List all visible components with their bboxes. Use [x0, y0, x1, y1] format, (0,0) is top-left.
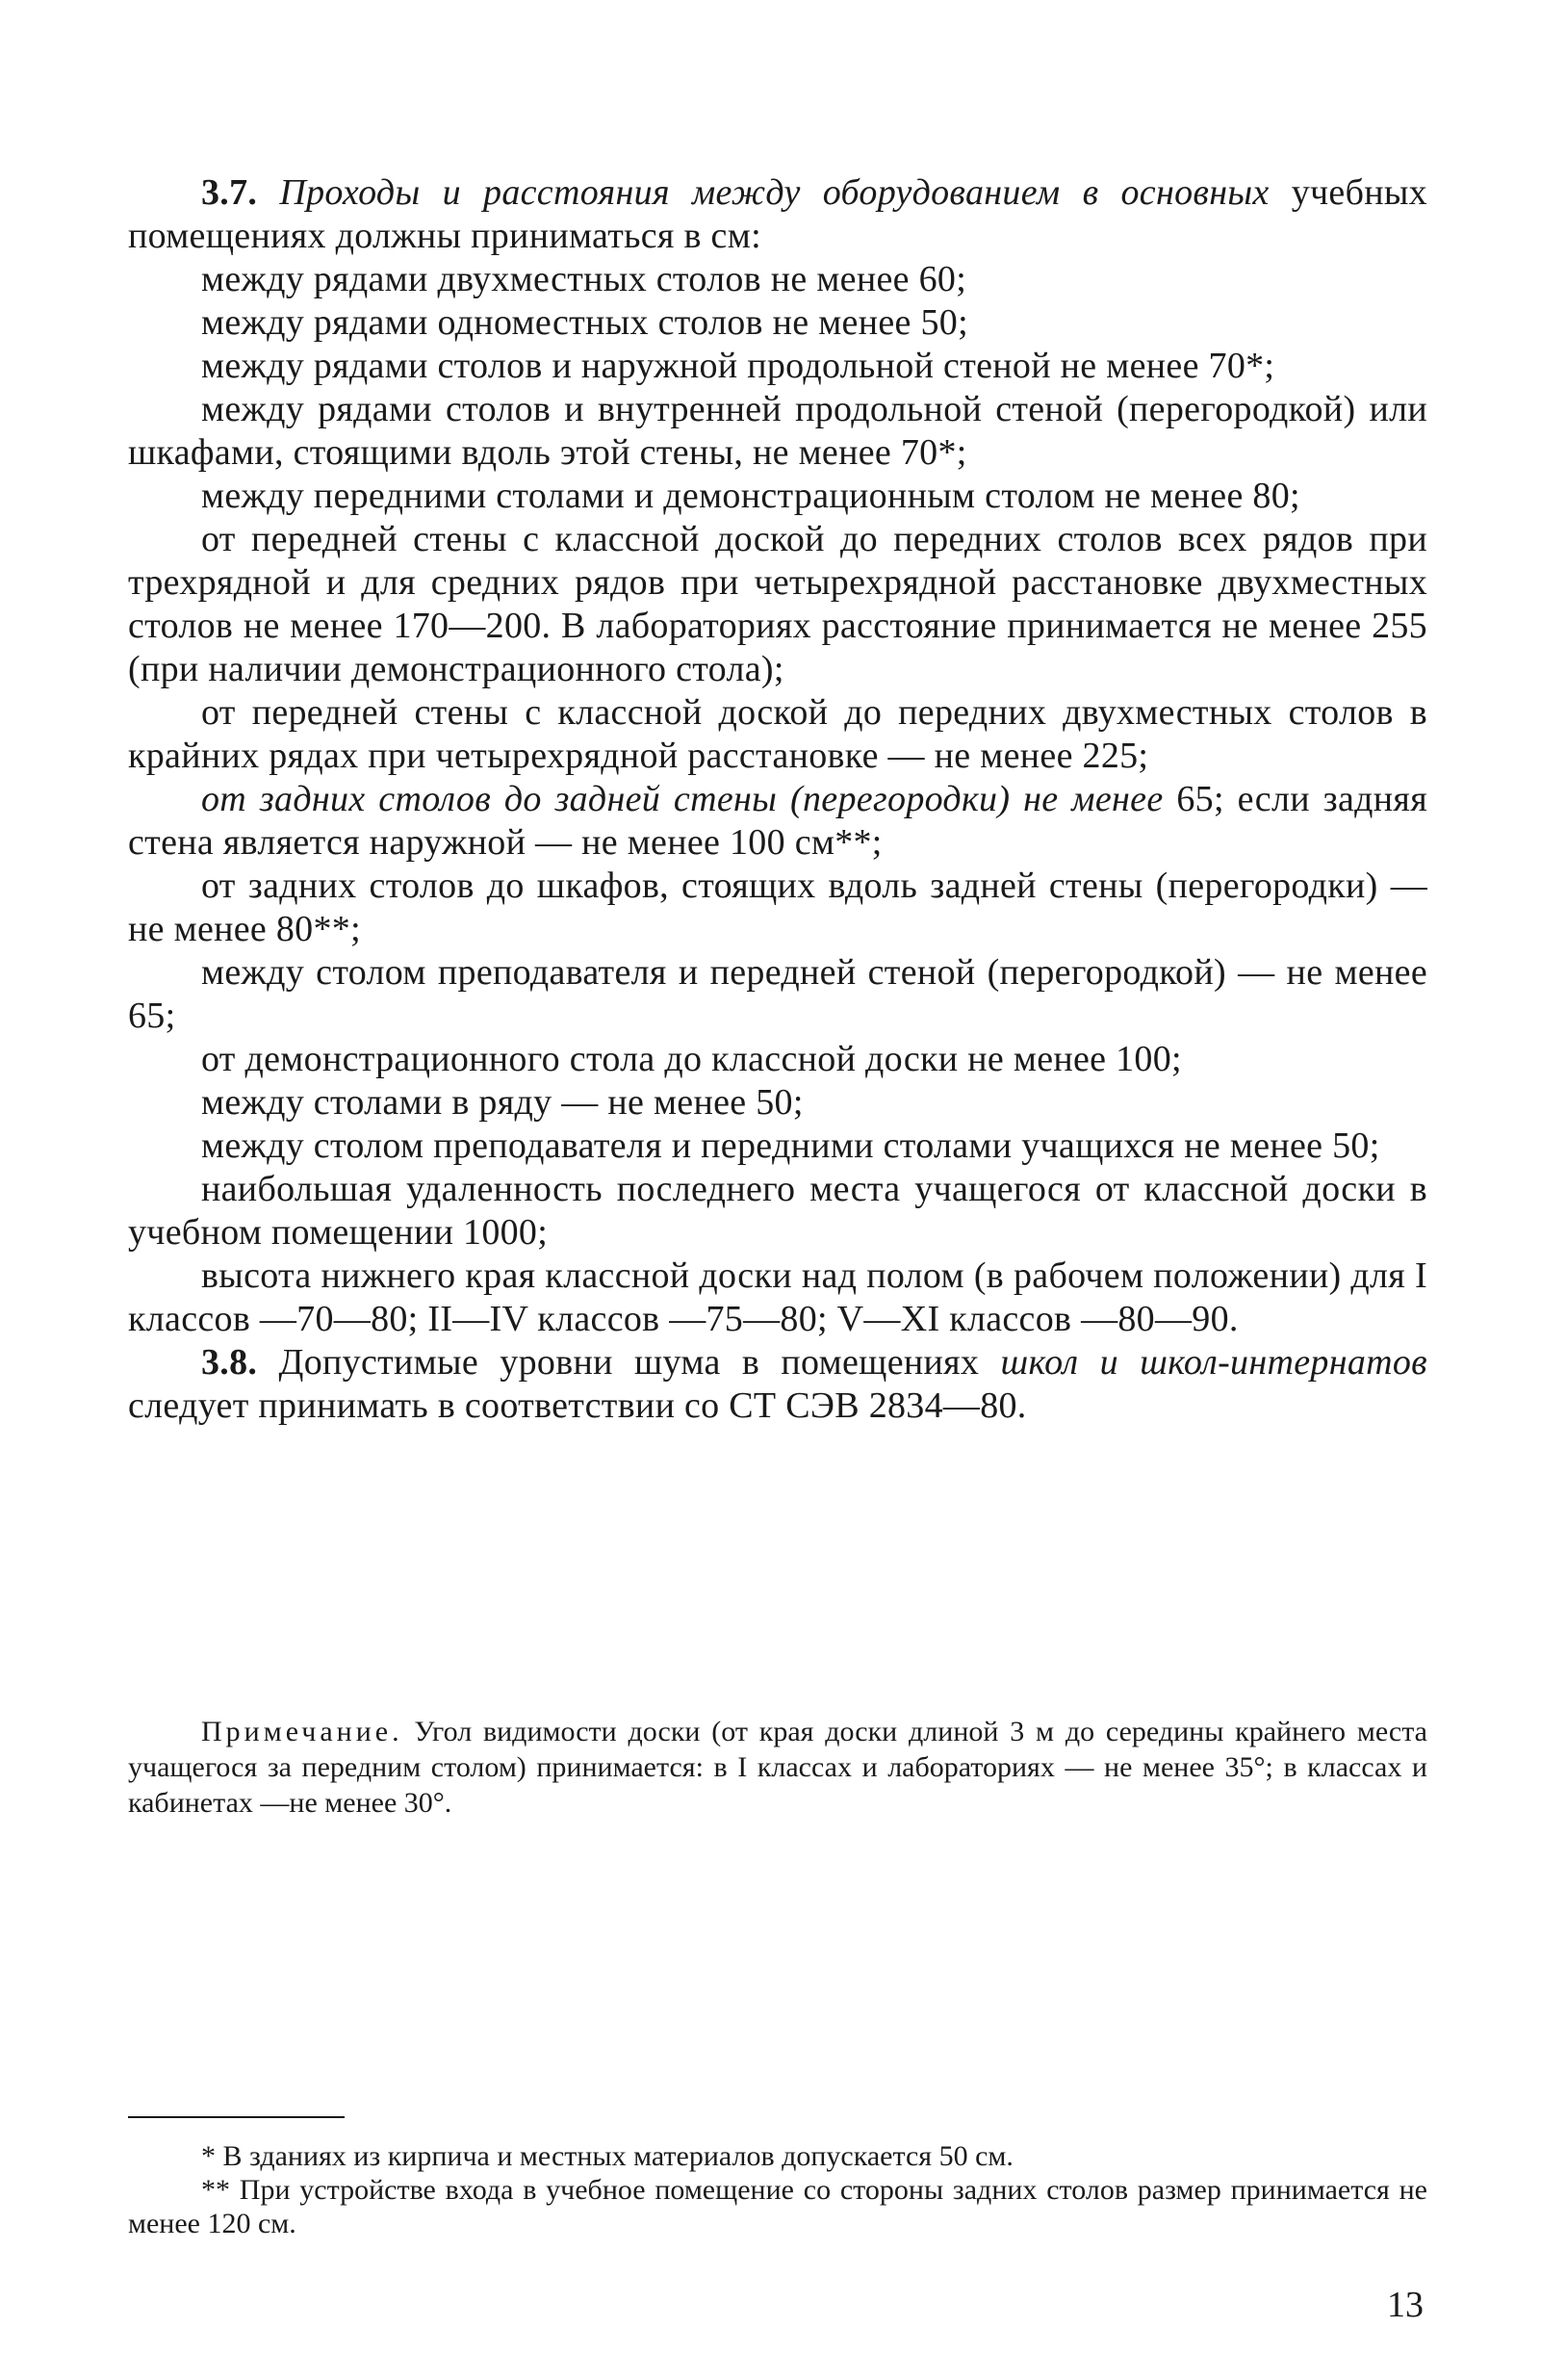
list-item: между столом преподавателя и передними столами учащихся не менее 50; [201, 1125, 1380, 1166]
list-item: наибольшая удаленность последнего места учащегося от классной доски в учебном помещении 1000; [128, 1169, 1427, 1253]
note-block [128, 1714, 1427, 1821]
section-number: 3.7. [201, 172, 258, 213]
section-text: следует принимать в соответствии со СТ СЭВ 2834—80. [128, 1385, 1027, 1426]
section-title-tail: учебных помещениях должны приниматься в см: [128, 172, 1427, 256]
list-item [128, 778, 1427, 865]
list-item: между рядами одноместных столов не менее 50; [201, 302, 968, 343]
list-item: высота нижнего края классной доски над полом (в рабочем положении) для I классов —70—80; II—IV классов —75—80; V—XI классов —80—90. [128, 1255, 1427, 1339]
note-label: Примечание. [201, 1716, 403, 1747]
list-item: между рядами двухместных столов не менее 60; [201, 259, 967, 299]
section-text-italic: школ и школ-интернатов [1000, 1342, 1427, 1383]
section-3-8 [128, 1341, 1427, 1428]
page-number: 13 [1387, 2285, 1424, 2325]
footnote-divider [128, 2116, 345, 2118]
list-item: между рядами столов и внутренней продольной стеной (перегородкой) или шкафами, стоящими вдоль этой стены, не менее 70*; [128, 389, 1427, 473]
section-title: Проходы и расстояния между оборудованием в основных [279, 172, 1270, 213]
list-item: от передней стены с классной доской до передних столов всех рядов при трехрядной и для средних рядов при четырехрядной расстановке двухместных столов не менее 170—200. В лабораториях расстояние принимается не менее 255 (при наличии демонстрационного стола); [128, 519, 1427, 689]
list-item: от задних столов до шкафов, стоящих вдоль задней стены (перегородки) —не менее 80**; [128, 866, 1427, 949]
note-paragraph [128, 1714, 1427, 1821]
footnote: * В зданиях из кирпича и местных материалов допускается 50 см. [201, 2140, 1014, 2172]
list-item: от демонстрационного стола до классной доски не менее 100; [201, 1039, 1182, 1079]
note-text: Угол видимости доски (от края доски длиной 3 м до середины крайнего места учащегося за передним столом) принимается: в I классах и лабораториях — не менее 35°; в классах и кабинетах —не менее 30°. [128, 1716, 1427, 1819]
section-3-7-heading [128, 171, 1427, 258]
list-item: между передними столами и демонстрационным столом не менее 80; [201, 476, 1300, 516]
list-item: между столом преподавателя и передней стеной (перегородкой) — не менее 65; [128, 952, 1427, 1036]
list-item: от передней стены с классной доской до передних двухместных столов в крайних рядах при четырехрядной расстановке — не менее 225; [128, 692, 1427, 776]
footnote: ** При устройстве входа в учебное помещение со стороны задних столов размер принимается не менее 120 см. [128, 2174, 1427, 2239]
list-item: между столами в ряду — не менее 50; [201, 1082, 804, 1123]
list-item-rest: 65; если задняя стена является наружной — не менее 100 см**; [128, 779, 1427, 863]
section-text: Допустимые уровни шума в помещениях [278, 1342, 980, 1383]
list-item-italic: от задних столов до задней стены (перегородки) не менее [201, 779, 1164, 819]
list-item: между рядами столов и наружной продольной стеной не менее 70*; [201, 346, 1275, 386]
main-text [128, 171, 1427, 1428]
footnotes [128, 2139, 1427, 2240]
section-number: 3.8. [201, 1342, 258, 1383]
